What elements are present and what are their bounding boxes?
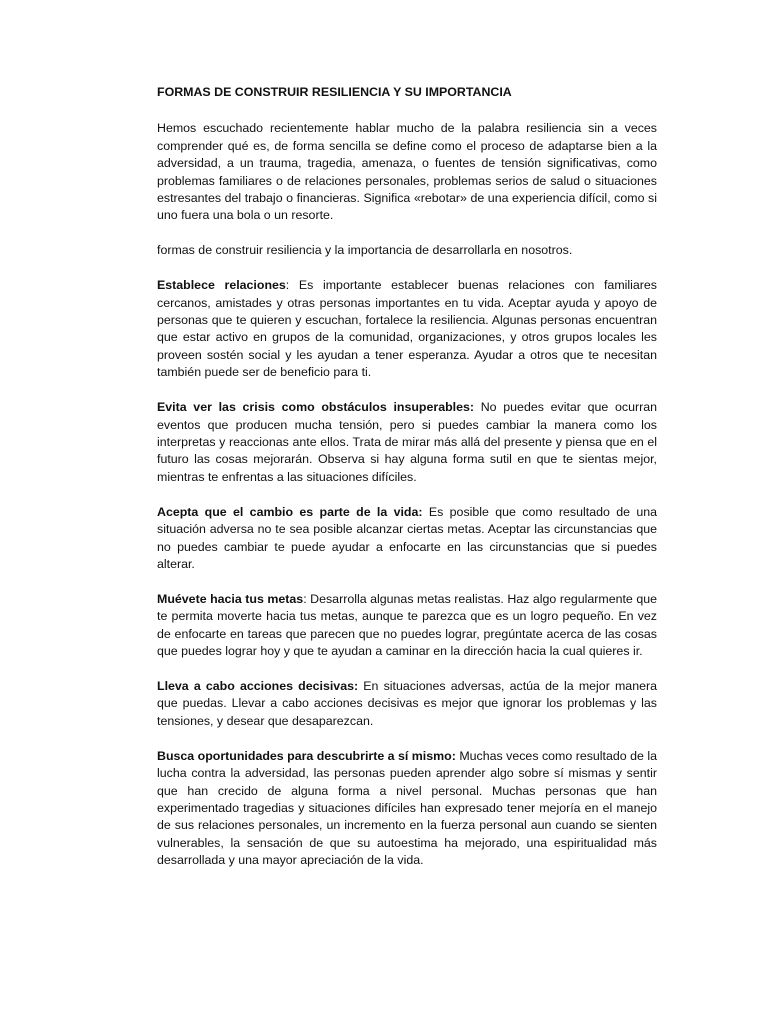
section-body: Es posible que como resultado de una situación adversa no te sea posible alcanzar ciertas metas. Aceptar las circunstancias que no puedes cambiar te puede ayudar a enfocarte en las circunstancias que si puedes alterar. xyxy=(157,504,657,571)
section-body: Es importante establecer buenas relaciones con familiares cercanos, amistades y otras personas importantes en tu vida. Aceptar ayuda y apoyo de personas que te quieren y escuchan, fortalece la resiliencia. Algunas personas encuentran que estar activo en grupos de la comunidad, organizaciones, y otros grupos locales les proveen sostén social y les ayudan a tener esperanza. Ayudar a otros que te necesitan también puede ser de beneficio para ti. xyxy=(157,278,657,380)
section-body: No puedes evitar que ocurran eventos que producen mucha tensión, pero si puedes cambiar la manera como los interpretas y reaccionas ante ellos. Trata de mirar más allá del presente y piensa que en el futuro las cosas mejorarán. Observa si hay alguna forma sutil en que te sientas mejor, mientras te enfrentas a las situaciones difíciles. xyxy=(157,400,657,484)
section-paragraph xyxy=(157,399,657,486)
section-separator: : xyxy=(285,278,299,293)
section-heading: Muévete hacia tus metas xyxy=(157,591,304,606)
document-page xyxy=(157,84,657,887)
section-separator: : xyxy=(303,591,311,606)
subtitle-paragraph: formas de construir resiliencia y la importancia de desarrollarla en nosotros. xyxy=(157,243,573,258)
section-body: Muchas veces como resultado de la lucha contra la adversidad, las personas pueden aprender algo sobre sí mismas y sentir que han crecido de alguna forma a nivel personal. Muchas personas que han experimentado tragedias y situaciones difíciles han expresado tener mejoría en el manejo de sus relaciones personales, un incremento en la fuerza personal aun cuando se sienten vulnerables, la sensación de que su autoestima ha mejorado, una espiritualidad más desarrollada y una mayor apreciación de la vida. xyxy=(157,748,657,868)
intro-paragraph: Hemos escuchado recientemente hablar mucho de la palabra resiliencia sin a veces comprender qué es, de forma sencilla se define como el proceso de adaptarse bien a la adversidad, a un trauma, tragedia, amenaza, o fuentes de tensión significativas, como problemas familiares o de relaciones personales, problemas serios de salud o situaciones estresantes del trabajo o financieras. Significa «rebotar» de una experiencia difícil, como si uno fuera una bola o un resorte. xyxy=(157,121,657,223)
section-heading: Establece relaciones xyxy=(157,278,286,293)
sections-container xyxy=(157,277,657,869)
section-heading: Busca oportunidades para descubrirte a sí mismo: xyxy=(157,748,456,763)
section-body: En situaciones adversas, actúa de la mejor manera que puedas. Llevar a cabo acciones decisivas es mejor que ignorar los problemas y las tensiones, y desear que desaparezcan. xyxy=(157,678,657,728)
section-heading: Evita ver las crisis como obstáculos insuperables: xyxy=(157,400,475,415)
section-body: Desarrolla algunas metas realistas. Haz algo regularmente que te permita moverte hacia tus metas, aunque te parezca que es un logro pequeño. En vez de enfocarte en tareas que parecen que no puedes lograr, pregúntate acerca de las cosas que puedes lograr hoy y que te ayudan a caminar en la dirección hacia la cual quieres ir. xyxy=(157,591,657,659)
section-paragraph xyxy=(157,591,657,661)
section-separator xyxy=(474,400,481,414)
document-title: FORMAS DE CONSTRUIR RESILIENCIA Y SU IMPORTANCIA xyxy=(157,85,512,99)
section-paragraph xyxy=(157,277,657,381)
section-heading: Acepta que el cambio es parte de la vida: xyxy=(157,504,423,519)
section-heading: Lleva a cabo acciones decisivas: xyxy=(157,678,359,693)
section-paragraph xyxy=(157,678,657,730)
section-paragraph xyxy=(157,504,657,574)
section-paragraph xyxy=(157,748,657,870)
